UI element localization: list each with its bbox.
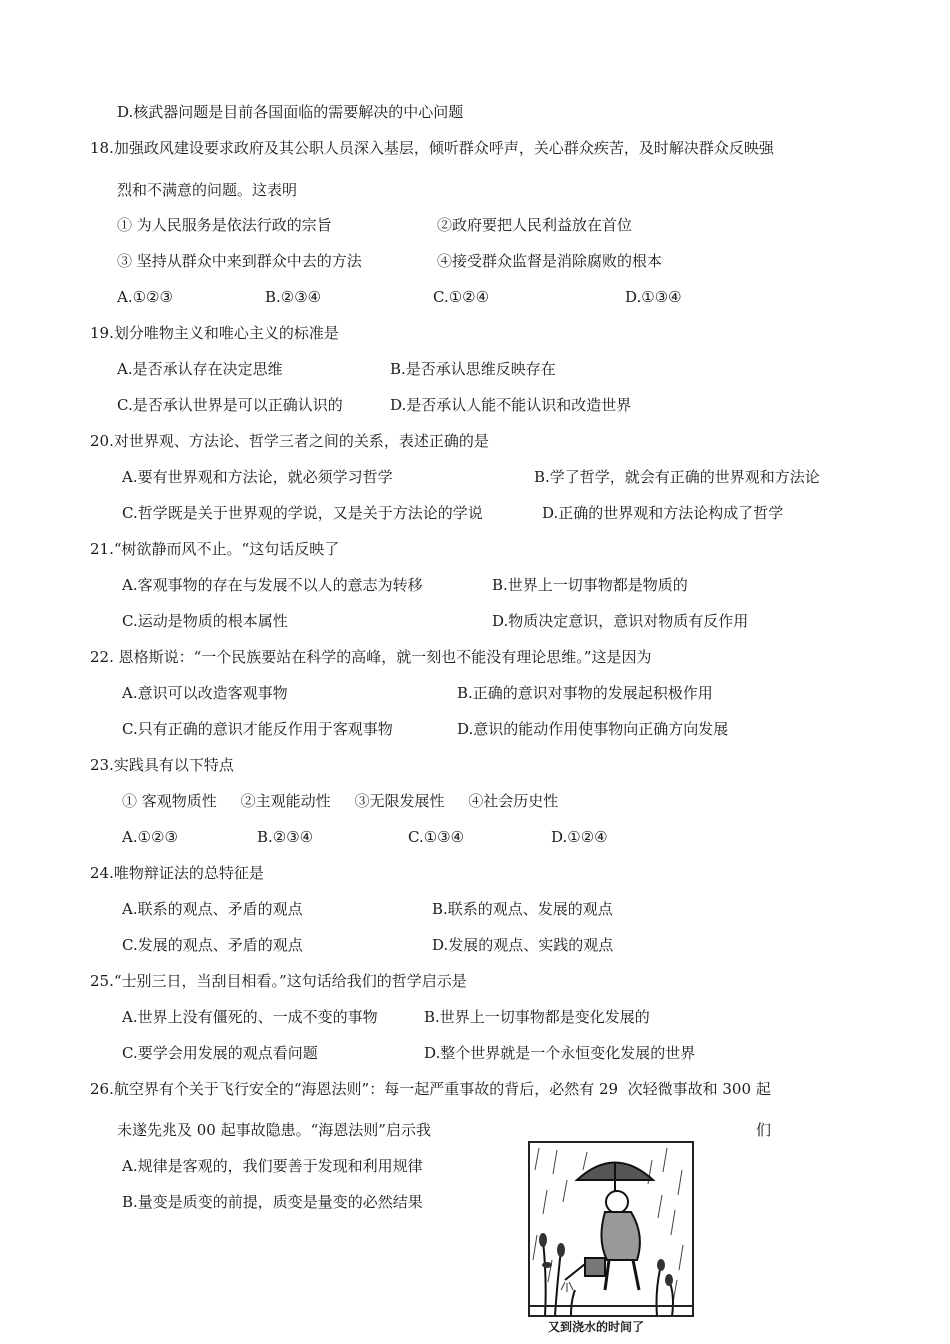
q21-stem: 21.“树欲静而风不止。“这句话反映了 <box>90 540 340 558</box>
q26-option-a: A.规律是客观的，我们要善于发现和利用规律 <box>122 1157 423 1175</box>
q24-option-b: B.联系的观点、发展的观点 <box>432 900 613 918</box>
q21-option-d: D.物质决定意识，意识对物质有反作用 <box>492 612 749 630</box>
q21-option-b: B.世界上一切事物都是物质的 <box>492 576 688 594</box>
q22-stem: 22. 恩格斯说：“一个民族要站在科学的高峰，就一刻也不能没有理论思维。”这是因为 <box>90 648 652 666</box>
q24-option-d: D.发展的观点、实践的观点 <box>432 936 614 954</box>
q25-option-b: B.世界上一切事物都是变化发展的 <box>424 1008 650 1026</box>
q25-option-d: D.整个世界就是一个永恒变化发展的世界 <box>424 1044 696 1062</box>
q19-option-c: C.是否承认世界是可以正确认识的 <box>117 396 343 414</box>
q18-option-c: C.①②④ <box>433 288 490 306</box>
q17-option-d: D.核武器问题是目前各国面临的需要解决的中心问题 <box>117 103 464 121</box>
q26-stem-line1: 26.航空界有个关于飞行安全的“海恩法则”：每一起严重事故的背后，必然有 29 次轻微事故和 300 起 <box>90 1080 771 1098</box>
q23-option-d: D.①②④ <box>551 828 608 846</box>
q23-option-c: C.①③④ <box>408 828 465 846</box>
q21-option-a: A.客观事物的存在与发展不以人的意志为转移 <box>122 576 423 594</box>
q23-option-a: A.①②③ <box>122 828 178 846</box>
q25-stem: 25.“士别三日，当刮目相看。”这句话给我们的哲学启示是 <box>90 972 467 990</box>
q20-stem: 20.对世界观、方法论、哲学三者之间的关系，表述正确的是 <box>90 432 489 450</box>
q20-option-b: B.学了哲学，就会有正确的世界观和方法论 <box>534 468 820 486</box>
q18-option-a: A.①②③ <box>117 288 173 306</box>
q19-option-a: A.是否承认存在决定思维 <box>117 360 283 378</box>
q18-statement-1: ① 为人民服务是依法行政的宗旨 <box>117 216 332 234</box>
q24-stem: 24.唯物辩证法的总特征是 <box>90 864 264 882</box>
q22-option-b: B.正确的意识对事物的发展起积极作用 <box>457 684 713 702</box>
q19-option-b: B.是否承认思维反映存在 <box>390 360 556 378</box>
q18-statement-3: ③ 坚持从群众中来到群众中去的方法 <box>117 252 362 270</box>
q26-stem-line2-end: 们 <box>756 1121 772 1139</box>
q20-option-a: A.要有世界观和方法论，就必须学习哲学 <box>122 468 393 486</box>
q23-stem: 23.实践具有以下特点 <box>90 756 234 774</box>
q22-option-a: A.意识可以改造客观事物 <box>122 684 288 702</box>
cartoon-watering-in-rain <box>527 1140 695 1338</box>
q26-option-b: B.量变是质变的前提，质变是量变的必然结果 <box>122 1193 423 1211</box>
q18-stem-line1: 18.加强政风建设要求政府及其公职人员深入基层，倾听群众呼声，关心群众疾苦，及时解决群众反映强 <box>90 139 774 157</box>
q23-statements: ① 客观物质性 ②主观能动性 ③无限发展性 ④社会历史性 <box>122 792 559 810</box>
q22-option-c: C.只有正确的意识才能反作用于客观事物 <box>122 720 393 738</box>
q20-option-c: C.哲学既是关于世界观的学说，又是关于方法论的学说 <box>122 504 483 522</box>
q23-option-b: B.②③④ <box>257 828 314 846</box>
q26-stem-line2: 未遂先兆及 00 起事故隐患。“海恩法则”启示我 <box>117 1121 431 1139</box>
q25-option-a: A.世界上没有僵死的、一成不变的事物 <box>122 1008 378 1026</box>
q18-statement-2: ②政府要把人民利益放在首位 <box>437 216 633 234</box>
q18-statement-4: ④接受群众监督是消除腐败的根本 <box>437 252 663 270</box>
q22-option-d: D.意识的能动作用使事物向正确方向发展 <box>457 720 729 738</box>
q18-stem-line2: 烈和不满意的问题。这表明 <box>117 181 298 199</box>
q19-stem: 19.划分唯物主义和唯心主义的标准是 <box>90 324 339 342</box>
q21-option-c: C.运动是物质的根本属性 <box>122 612 288 630</box>
q24-option-a: A.联系的观点、矛盾的观点 <box>122 900 303 918</box>
cartoon-caption: 又到浇水的时间了 <box>548 1320 645 1334</box>
q20-option-d: D.正确的世界观和方法论构成了哲学 <box>542 504 784 522</box>
q19-option-d: D.是否承认人能不能认识和改造世界 <box>390 396 632 414</box>
q18-option-d: D.①③④ <box>625 288 682 306</box>
q18-option-b: B.②③④ <box>265 288 322 306</box>
q24-option-c: C.发展的观点、矛盾的观点 <box>122 936 303 954</box>
q25-option-c: C.要学会用发展的观点看问题 <box>122 1044 318 1062</box>
